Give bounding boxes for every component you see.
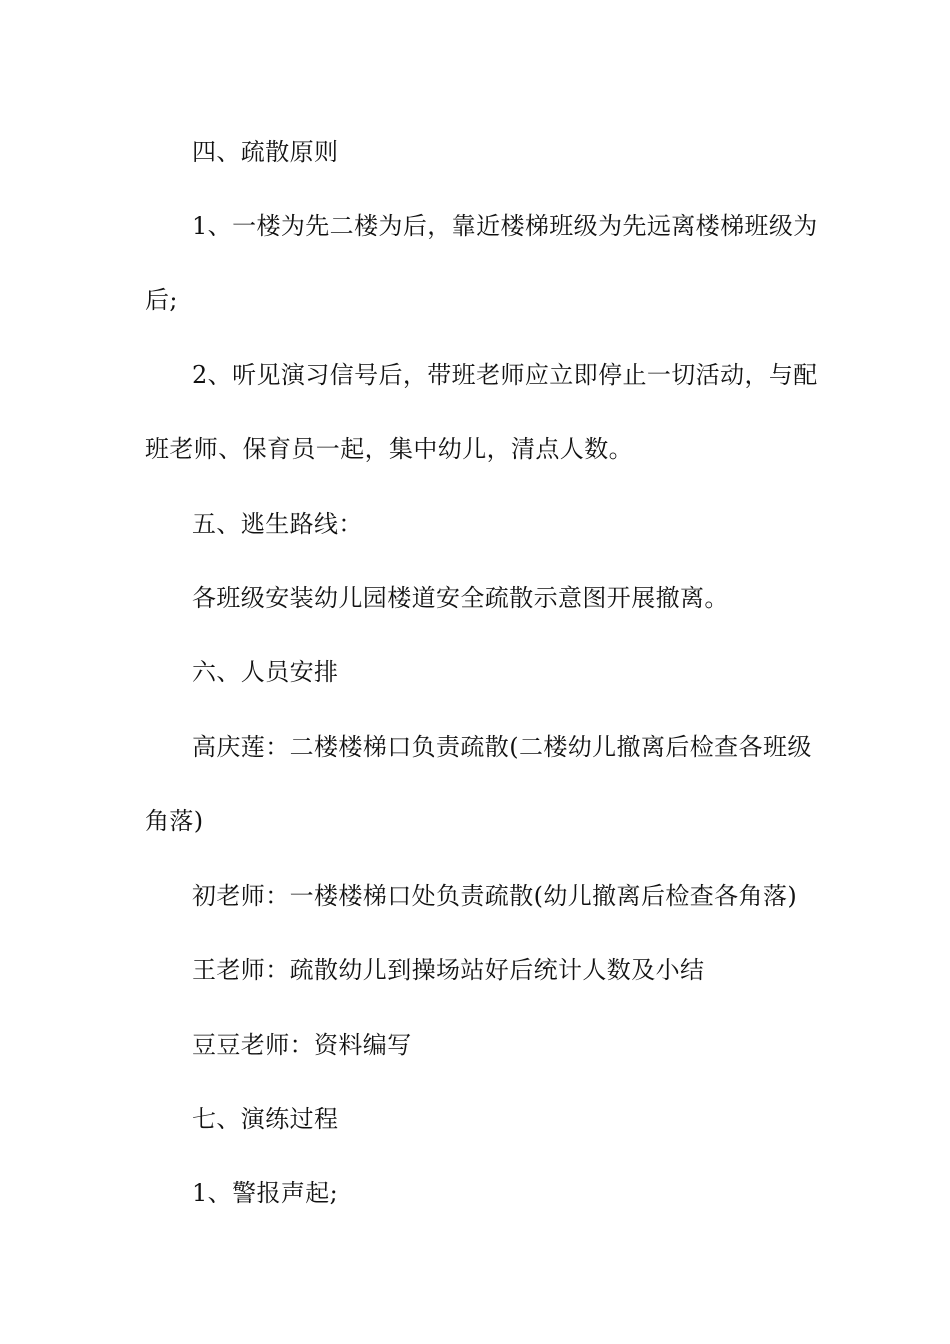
paragraph-line: 初老师：一楼楼梯口处负责疏散(幼儿撤离后检查各角落)	[192, 882, 798, 910]
paragraph-line: 高庆莲：二楼楼梯口负责疏散(二楼幼儿撤离后检查各班级	[192, 733, 812, 761]
paragraph-line: 2、听见演习信号后，带班老师应立即停止一切活动，与配	[192, 361, 818, 389]
paragraph-line: 角落)	[145, 807, 204, 835]
paragraph-line: 王老师：疏散幼儿到操场站好后统计人数及小结	[192, 956, 705, 984]
section-heading-evacuation-principles: 四、疏散原则	[192, 138, 339, 166]
section-heading-escape-route: 五、逃生路线：	[192, 510, 363, 538]
paragraph-line: 豆豆老师：资料编写	[192, 1031, 412, 1059]
paragraph-line: 1、一楼为先二楼为后，靠近楼梯班级为先远离楼梯班级为	[192, 212, 818, 240]
paragraph-line: 班老师、保育员一起，集中幼儿，清点人数。	[145, 435, 633, 463]
section-heading-staff-arrangement: 六、人员安排	[192, 658, 339, 686]
paragraph-line: 后;	[145, 286, 178, 314]
section-heading-drill-process: 七、演练过程	[192, 1105, 339, 1133]
paragraph-line: 1、警报声起;	[192, 1179, 339, 1207]
paragraph-line: 各班级安装幼儿园楼道安全疏散示意图开展撤离。	[192, 584, 729, 612]
